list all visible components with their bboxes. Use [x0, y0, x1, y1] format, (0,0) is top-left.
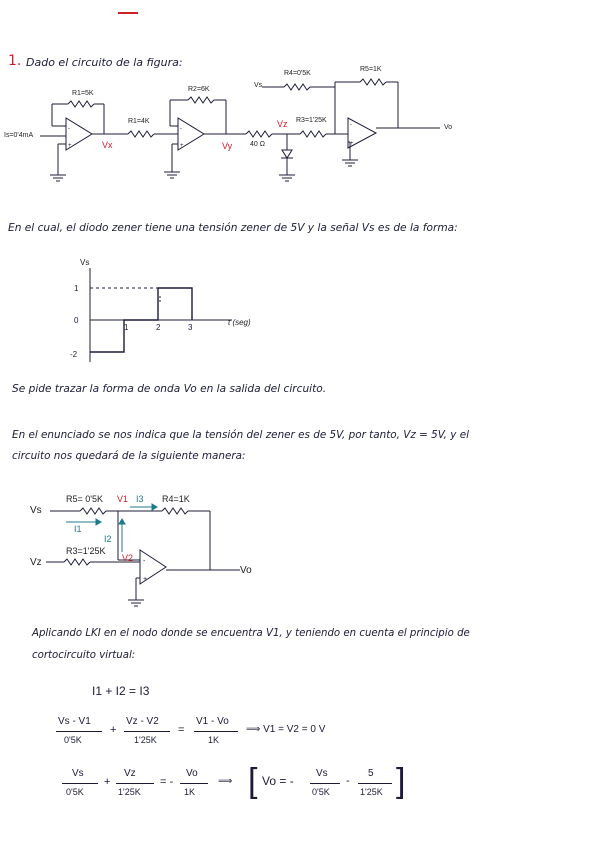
- c2-vs-label: Vs: [30, 505, 42, 516]
- c1-r3-label: R3=1'25K: [296, 117, 327, 124]
- c2-v2-label: V2: [122, 553, 134, 563]
- eq3-bracket-left: [: [248, 762, 258, 800]
- svg-text:+: +: [143, 576, 148, 583]
- eq2-equals: =: [178, 724, 185, 736]
- c1-r4-label: R4=0'5K: [284, 70, 311, 77]
- svg-text:+: +: [68, 143, 72, 149]
- c2-vo-label: Vo: [240, 565, 252, 576]
- x-tick-1: 1: [124, 323, 129, 332]
- c1-r40-label: 40 Ω: [250, 141, 265, 148]
- equation-2: [56, 714, 456, 754]
- eq2-den-1: 0'5K: [64, 735, 82, 745]
- applying-line-2: cortocircuito virtual:: [32, 650, 136, 661]
- c1-r1-label: R1=5K: [72, 90, 94, 97]
- eq3-den-1: 0'5K: [66, 787, 84, 797]
- y-tick-1: 1: [74, 284, 79, 293]
- eq3-num-1: Vs: [72, 768, 84, 779]
- eq3-num-2: Vz: [124, 768, 136, 779]
- eq3-final-den-2: 1'25K: [360, 787, 383, 797]
- eq3-final-den-1: 0'5K: [312, 787, 330, 797]
- eq3-implies: ⟹: [218, 776, 233, 787]
- c2-i1-label: I1: [74, 524, 82, 534]
- svg-text:-: -: [180, 126, 182, 132]
- graph-ylabel: Vs: [80, 258, 90, 267]
- eq2-bar-2: [124, 731, 170, 732]
- eq3-bar-3: [180, 783, 208, 784]
- problem-question: Se pide trazar la forma de onda Vo en la salida del circuito.: [12, 383, 327, 395]
- eq2-den-3: 1K: [208, 735, 220, 745]
- graph-xlabel: t (seg): [228, 318, 251, 327]
- problem-intro: Dado el circuito de la figura:: [26, 56, 183, 69]
- equation-3: [62, 762, 422, 816]
- c2-i2-label: I2: [104, 534, 112, 544]
- eq2-plus: +: [110, 724, 117, 736]
- svg-text:-: -: [143, 558, 146, 565]
- note-line-1: En el enunciado se nos indica que la tensión del zener es de 5V, por tanto, Vz = 5V, y el: [12, 429, 469, 441]
- eq3-den-3: 1K: [184, 787, 196, 797]
- svg-text:+: +: [180, 143, 184, 149]
- eq3-bar-1: [62, 783, 98, 784]
- note-line-2: circuito nos quedará de la siguiente manera:: [12, 450, 246, 462]
- c1-vo-label: Vo: [444, 124, 453, 131]
- problem-statement: En el cual, el diodo zener tiene una tensión zener de 5V y la señal Vs es de la forma:: [8, 222, 458, 234]
- eq2-den-2: 1'25K: [134, 735, 157, 745]
- c1-vs-label: Vs: [254, 82, 263, 89]
- c1-rc-label: R1=4K: [128, 118, 150, 125]
- eq3-bracket-right: ]: [396, 762, 406, 800]
- svg-text:-: -: [68, 126, 70, 132]
- eq3-final-num-2: 5: [368, 768, 374, 779]
- c2-i3-label: I3: [136, 494, 144, 504]
- eq3-plus: +: [104, 776, 111, 788]
- eq3-final-num-1: Vs: [316, 768, 328, 779]
- eq3-den-2: 1'25K: [118, 787, 141, 797]
- eq2-num-1: Vs - V1: [58, 716, 91, 727]
- applying-line-1: Aplicando LKI en el nodo donde se encuentra V1, y teniendo en cuenta el principio de: [32, 628, 470, 639]
- c2-vz-label: Vz: [30, 557, 42, 568]
- eq2-num-2: Vz - V2: [126, 716, 159, 727]
- eq3-final-lhs: Vo = -: [262, 774, 294, 788]
- c1-vz-label: Vz: [277, 119, 288, 129]
- eq2-bar-1: [56, 731, 102, 732]
- eq2-num-3: V1 - Vo: [196, 716, 229, 727]
- c1-r2-label: R2=6K: [188, 86, 210, 93]
- eq3-final-bar-1: [310, 783, 340, 784]
- c2-r5-label: R5= 0'5K: [66, 494, 103, 504]
- c1-r5-label: R5=1K: [360, 66, 382, 73]
- x-tick-2: 2: [156, 323, 161, 332]
- eq2-result: ⟹ V1 = V2 = 0 V: [246, 724, 326, 735]
- x-tick-3: 3: [188, 323, 193, 332]
- c1-source-label: Is=0'4mA: [4, 132, 34, 139]
- c2-r3-label: R3=1'25K: [66, 546, 106, 556]
- eq3-final-minus: -: [346, 775, 350, 787]
- kcl-equation: I1 + I2 = I3: [92, 684, 150, 698]
- c1-vy-label: Vy: [222, 141, 233, 151]
- y-tick-0: 0: [74, 316, 79, 325]
- problem-number: 1.: [8, 53, 22, 69]
- c1-vx-label: Vx: [102, 140, 113, 150]
- eq3-bar-2: [116, 783, 154, 784]
- c2-v1-label: V1: [117, 494, 129, 504]
- eq3-equals: = -: [160, 776, 174, 788]
- eq3-final-bar-2: [358, 783, 392, 784]
- y-tick-neg2: -2: [70, 350, 78, 359]
- svg-text:-: -: [350, 122, 352, 128]
- c2-r4-label: R4=1K: [162, 494, 190, 504]
- eq3-num-3: Vo: [186, 768, 198, 779]
- eq2-bar-3: [194, 731, 238, 732]
- svg-text:+: +: [350, 141, 354, 147]
